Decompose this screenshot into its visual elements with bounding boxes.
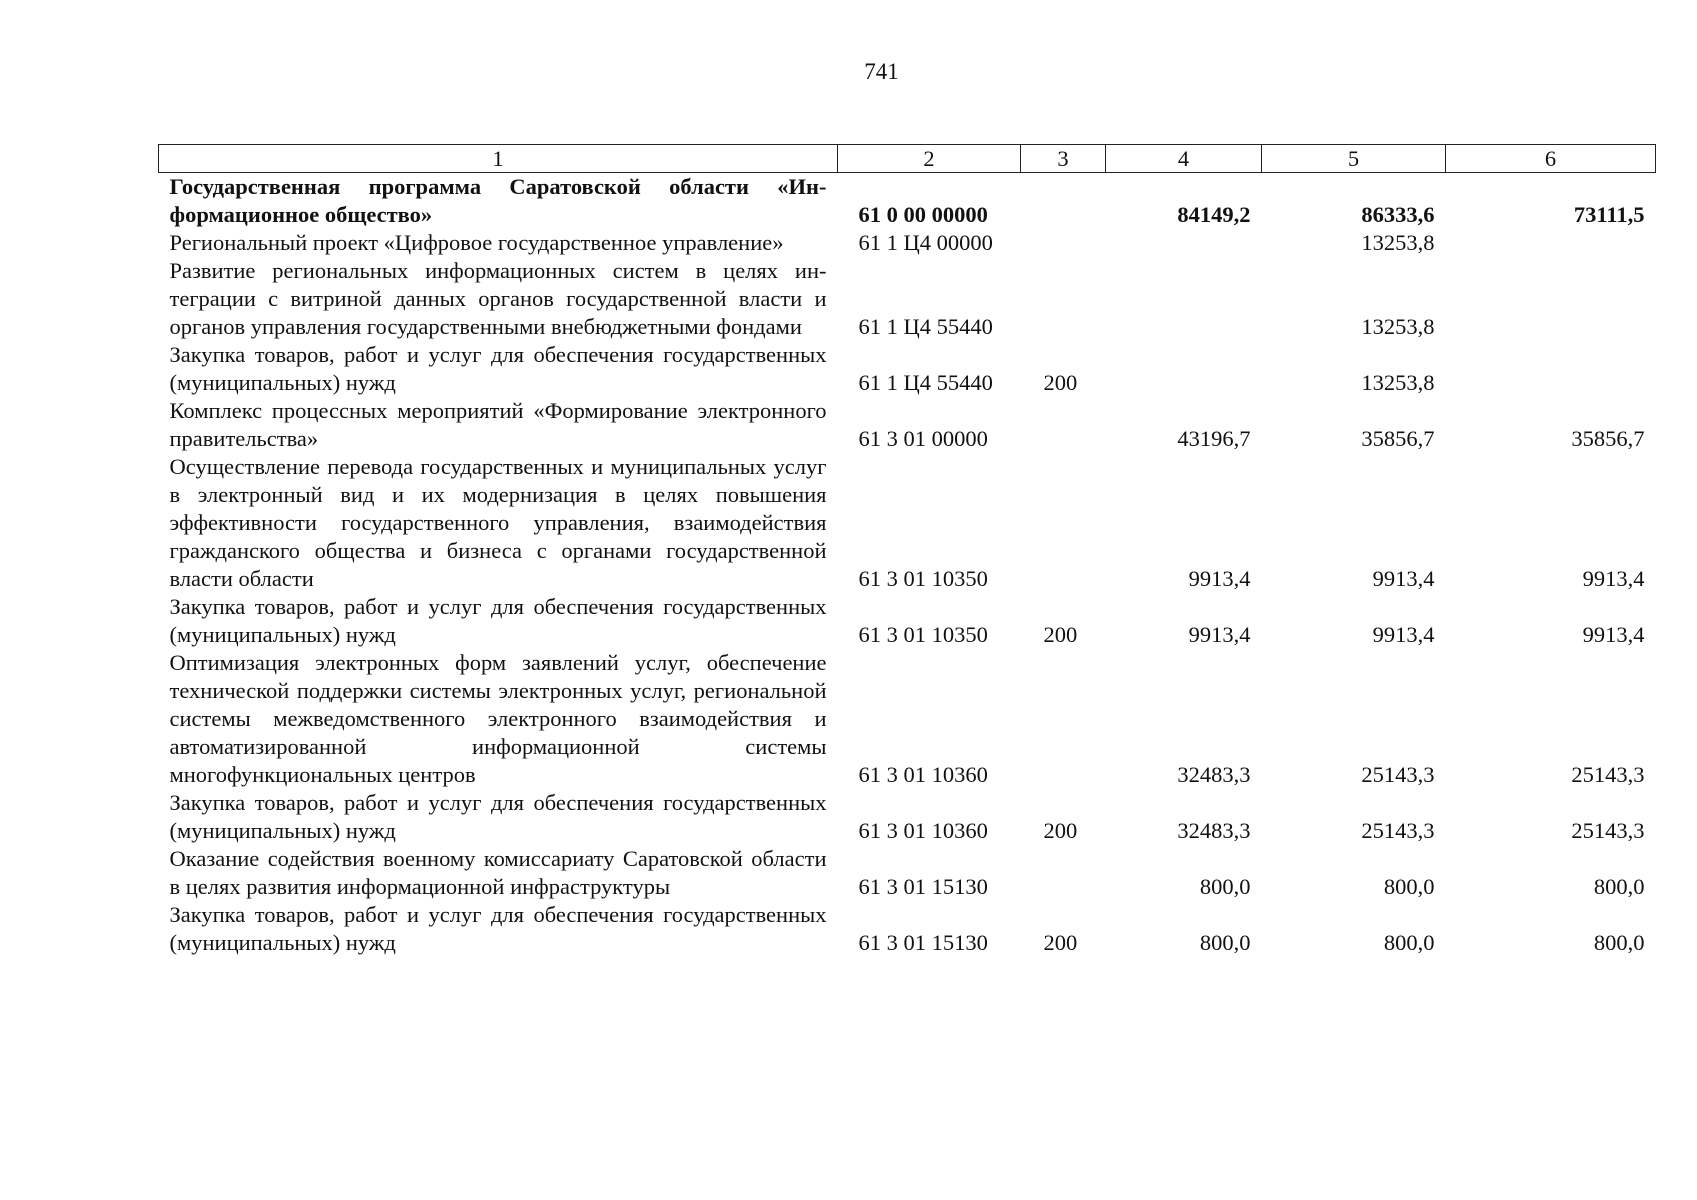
- row-target-code: 61 1 Ц4 55440: [858, 314, 993, 339]
- row-amount-col6: [1446, 257, 1656, 341]
- table-row: [159, 901, 1656, 957]
- row-target-code: 61 3 01 10350: [858, 622, 988, 647]
- row-amount-col5: 35856,7: [1361, 426, 1435, 451]
- row-name: Развитие региональных информационных систем в целях интеграции с витриной данных органов государственной власти и органов управления государственными внебюджетными фондами: [169, 258, 827, 339]
- row-amount-col5: 9913,4: [1372, 622, 1435, 647]
- table-row: [159, 649, 1656, 789]
- row-amount-col5: 25143,3: [1361, 818, 1435, 843]
- table-row: [159, 341, 1656, 397]
- row-amount-col5: 9913,4: [1372, 566, 1435, 591]
- row-name: Закупка товаров, работ и услуг для обеспечения государственных (муниципальных) нужд: [169, 594, 827, 647]
- column-header-6: 6: [1446, 145, 1656, 173]
- row-target-code: 61 3 01 15130: [858, 930, 988, 955]
- row-expense-type: 200: [1043, 930, 1078, 955]
- row-amount-col4: 32483,3: [1177, 818, 1251, 843]
- row-amount-col5: 800,0: [1383, 930, 1435, 955]
- row-amount-col6: 800,0: [1593, 930, 1645, 955]
- table-row: [159, 229, 1656, 257]
- row-expense-type: [1021, 845, 1106, 901]
- row-name: Осуществление перевода государственных и муниципальных услуг в электронный вид и их модернизация в целях повышения эффективности государственного управления, взаимодействия гражданского общества и бизнеса с органами государственной власти области: [169, 454, 827, 591]
- row-amount-col6: 9913,4: [1582, 622, 1645, 647]
- row-amount-col6: 35856,7: [1571, 426, 1645, 451]
- row-amount-col6: [1446, 229, 1656, 257]
- row-amount-col4: 32483,3: [1177, 762, 1251, 787]
- table-row: [159, 257, 1656, 341]
- row-expense-type: [1021, 257, 1106, 341]
- row-name: Закупка товаров, работ и услуг для обеспечения государственных (муниципальных) нужд: [169, 342, 827, 395]
- row-amount-col6: 25143,3: [1571, 762, 1645, 787]
- table-header-row: [159, 145, 1656, 173]
- row-target-code: 61 3 01 15130: [858, 874, 988, 899]
- row-target-code: 61 3 01 10360: [858, 762, 988, 787]
- column-header-4: 4: [1106, 145, 1262, 173]
- row-amount-col4: [1106, 341, 1262, 397]
- row-amount-col4: 43196,7: [1177, 426, 1251, 451]
- row-amount-col6: 73111,5: [1573, 202, 1645, 227]
- row-expense-type: [1021, 649, 1106, 789]
- page-number: 741: [864, 59, 899, 84]
- row-target-code: 61 3 01 00000: [858, 426, 988, 451]
- column-header-1: 1: [159, 145, 838, 173]
- row-target-code: 61 1 Ц4 55440: [858, 370, 993, 395]
- row-amount-col5: 13253,8: [1361, 314, 1435, 339]
- row-amount-col4: 9913,4: [1188, 566, 1251, 591]
- row-amount-col4: 9913,4: [1188, 622, 1251, 647]
- row-amount-col6: 25143,3: [1571, 818, 1645, 843]
- row-amount-col5: 86333,6: [1361, 202, 1435, 227]
- row-amount-col5: 800,0: [1383, 874, 1435, 899]
- row-expense-type: 200: [1043, 818, 1078, 843]
- budget-table: [158, 144, 1656, 957]
- row-expense-type: [1021, 229, 1106, 257]
- row-amount-col4: 84149,2: [1177, 202, 1251, 227]
- row-expense-type: 200: [1043, 370, 1078, 395]
- row-amount-col4: [1106, 257, 1262, 341]
- row-target-code: 61 3 01 10360: [858, 818, 988, 843]
- row-name: Закупка товаров, работ и услуг для обеспечения государственных (муниципальных) нужд: [169, 790, 827, 843]
- row-expense-type: [1021, 453, 1106, 593]
- column-header-3: 3: [1021, 145, 1106, 173]
- row-target-code: 61 0 00 00000: [858, 202, 988, 227]
- row-amount-col5: 13253,8: [1361, 370, 1435, 395]
- row-expense-type: [1021, 173, 1106, 230]
- table-row: [159, 593, 1656, 649]
- row-name: Комплекс процессных мероприятий «Формирование электронного правительства»: [169, 398, 827, 451]
- row-name: Закупка товаров, работ и услуг для обеспечения государственных (муниципальных) нужд: [169, 902, 827, 955]
- row-name: Оказание содействия военному комиссариату Саратовской области в целях развития информационной инфраструктуры: [169, 846, 827, 899]
- column-header-2: 2: [838, 145, 1021, 173]
- table-row: [159, 789, 1656, 845]
- row-target-code: 61 1 Ц4 00000: [858, 230, 993, 255]
- row-expense-type: 200: [1043, 622, 1078, 647]
- table-row: [159, 453, 1656, 593]
- row-amount-col5: 13253,8: [1361, 230, 1435, 255]
- row-amount-col4: 800,0: [1199, 874, 1251, 899]
- row-target-code: 61 3 01 10350: [858, 566, 988, 591]
- table-row: [159, 397, 1656, 453]
- row-amount-col6: 800,0: [1593, 874, 1645, 899]
- row-amount-col5: 25143,3: [1361, 762, 1435, 787]
- row-amount-col4: 800,0: [1199, 930, 1251, 955]
- row-expense-type: [1021, 397, 1106, 453]
- row-name: Оптимизация электронных форм заявлений услуг, обеспечение технической поддержки системы электронных услуг, региональной системы межведомственного электронного взаимодействия и автоматизированной информационной системы многофункциональных центров: [169, 650, 827, 787]
- row-name: Региональный проект «Цифровое государственное управление»: [169, 230, 784, 255]
- row-amount-col4: [1106, 229, 1262, 257]
- table-row: [159, 173, 1656, 230]
- row-amount-col6: [1446, 341, 1656, 397]
- table-row: [159, 845, 1656, 901]
- row-name: Государственная программа Саратовской области «Информационное общество»: [169, 174, 827, 227]
- column-header-5: 5: [1262, 145, 1446, 173]
- row-amount-col6: 9913,4: [1582, 566, 1645, 591]
